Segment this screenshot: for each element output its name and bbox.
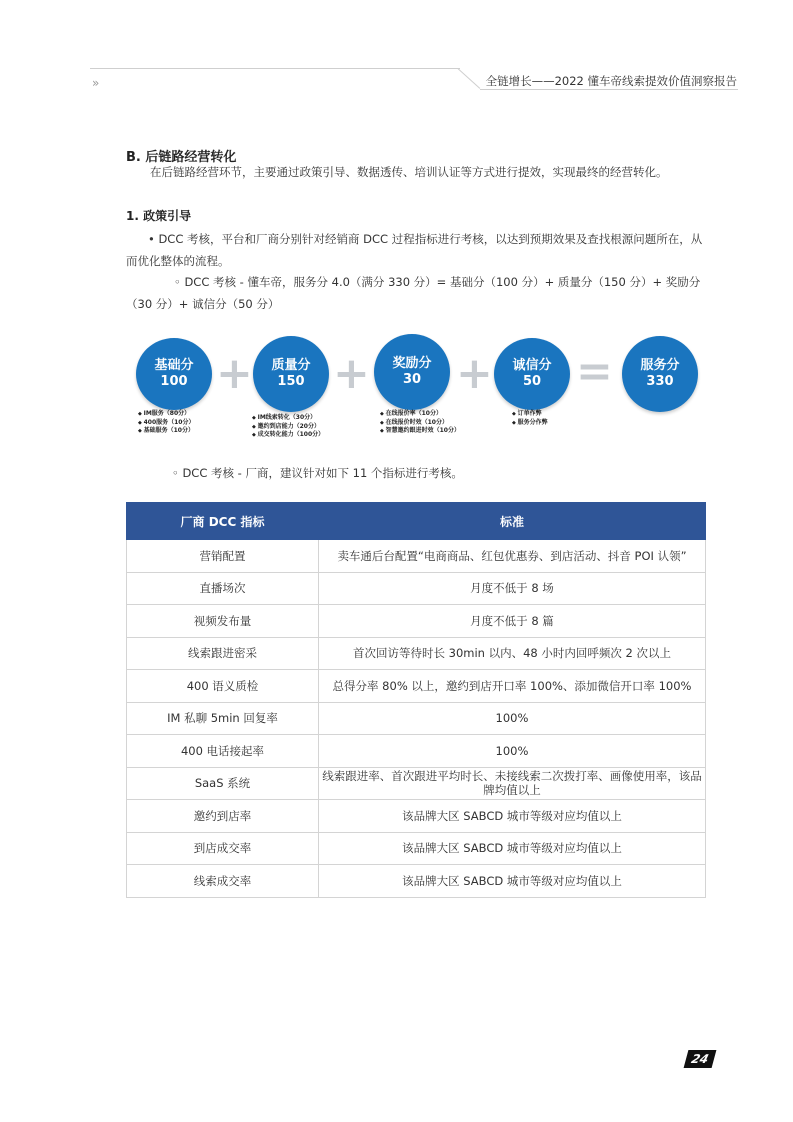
table-cell: 400 电话接起率 <box>127 735 319 768</box>
list-item: ◆ IM线索转化（30分） <box>252 414 324 423</box>
table-row <box>127 865 706 898</box>
table-cell: 营销配置 <box>127 540 319 573</box>
section-intro: 在后链路经营环节，主要通过政策引导、数据透传、培训认证等方式进行提效，实现最终的经营转化。 <box>150 165 668 179</box>
header-rule-right <box>480 89 738 90</box>
table-row <box>127 540 706 573</box>
subsection-heading: 1. 政策引导 <box>126 209 192 223</box>
list-item: ◆ 订单作弊 <box>512 410 548 419</box>
table-header-standard: 标准 <box>319 503 706 540</box>
list-item: ◆ 在线报价率（10分） <box>380 410 460 419</box>
table-cell: 100% <box>319 702 706 735</box>
dcc-indicator-table <box>126 502 706 898</box>
header-rule-left <box>90 68 460 69</box>
table-cell: 线索跟进密采 <box>127 637 319 670</box>
table-row <box>127 735 706 768</box>
table-cell: 视频发布量 <box>127 605 319 638</box>
list-item: ◆ 邀约到店能力（20分） <box>252 423 324 432</box>
formula-score: 150 <box>277 374 305 389</box>
plus-operator-icon: + <box>333 348 370 399</box>
header-title: 全链增长——2022 懂车帝线索提效价值洞察报告 <box>485 74 737 88</box>
formula-bullets-reward <box>380 410 460 436</box>
table-cell: 月度不低于 8 场 <box>319 572 706 605</box>
policy-paragraph-3: ◦ DCC 考核 - 厂商，建议针对如下 11 个指标进行考核。 <box>172 466 463 480</box>
table-row <box>127 572 706 605</box>
table-row <box>127 670 706 703</box>
score-formula-diagram <box>126 334 710 446</box>
table-cell: 到店成交率 <box>127 832 319 865</box>
table-row <box>127 800 706 833</box>
table-row <box>127 637 706 670</box>
list-item: ◆ 基础服务（10分） <box>138 427 194 436</box>
table-cell: 总得分率 80% 以上，邀约到店开口率 100%、添加微信开口率 100% <box>319 670 706 703</box>
formula-name: 基础分 <box>154 358 194 373</box>
formula-name: 诚信分 <box>512 358 552 373</box>
list-item: ◆ 智慧邀约跟进时效（10分） <box>380 427 460 436</box>
formula-circle-service <box>622 336 698 412</box>
formula-bullets-quality <box>252 414 324 440</box>
plus-operator-icon: + <box>456 348 493 399</box>
list-item: ◆ 服务分作弊 <box>512 419 548 428</box>
table-cell: IM 私聊 5min 回复率 <box>127 702 319 735</box>
table-cell: 该品牌大区 SABCD 城市等级对应均值以上 <box>319 865 706 898</box>
table-cell: 月度不低于 8 篇 <box>319 605 706 638</box>
table-cell: 该品牌大区 SABCD 城市等级对应均值以上 <box>319 832 706 865</box>
table-row <box>127 605 706 638</box>
formula-circle-integrity <box>494 338 570 410</box>
equals-operator-icon: = <box>576 346 613 397</box>
list-item: ◆ 成交转化能力（100分） <box>252 431 324 440</box>
table-row <box>127 832 706 865</box>
formula-score: 30 <box>402 372 422 387</box>
table-row <box>127 702 706 735</box>
table-cell: 邀约到店率 <box>127 800 319 833</box>
section-heading: B. 后链路经营转化 <box>126 150 237 165</box>
formula-score: 100 <box>160 374 188 389</box>
list-item: ◆ 400服务（10分） <box>138 419 194 428</box>
header-arrows-icon: » <box>92 76 98 90</box>
formula-name: 服务分 <box>640 358 680 373</box>
table-row <box>127 767 706 800</box>
formula-name: 奖励分 <box>392 356 432 371</box>
table-cell: 400 语义质检 <box>127 670 319 703</box>
table-cell: 100% <box>319 735 706 768</box>
table-header-indicator: 厂商 DCC 指标 <box>127 503 319 540</box>
table-cell: 首次回访等待时长 30min 以内、48 小时内回呼频次 2 次以上 <box>319 637 706 670</box>
formula-score: 330 <box>646 374 674 389</box>
formula-bullets-integrity <box>512 410 548 427</box>
formula-circle-reward <box>374 334 450 410</box>
table-cell: 直播场次 <box>127 572 319 605</box>
formula-circle-quality <box>253 336 329 412</box>
page-number: 24 <box>684 1050 717 1068</box>
list-item: ◆ IM服务（80分） <box>138 410 194 419</box>
formula-score: 50 <box>522 374 542 389</box>
header-rule-diagonal <box>457 68 480 89</box>
table-cell: SaaS 系统 <box>127 767 319 800</box>
table-cell: 线索成交率 <box>127 865 319 898</box>
table-cell: 该品牌大区 SABCD 城市等级对应均值以上 <box>319 800 706 833</box>
plus-operator-icon: + <box>216 348 253 399</box>
policy-paragraph-2: ◦ DCC 考核 - 懂车帝，服务分 4.0（满分 330 分）= 基础分（100 分）+ 质量分（150 分）+ 奖励分（30 分）+ 诚信分（50 分） <box>126 275 701 311</box>
formula-circle-base <box>136 338 212 410</box>
list-item: ◆ 在线报价时效（10分） <box>380 419 460 428</box>
policy-paragraph-1: • DCC 考核，平台和厂商分别针对经销商 DCC 过程指标进行考核，以达到预期效果及查找根源问题所在，从而优化整体的流程。 <box>126 232 703 268</box>
table-cell: 卖车通后台配置“电商商品、红包优惠券、到店活动、抖音 POI 认领” <box>319 540 706 573</box>
formula-bullets-base <box>138 410 194 436</box>
formula-name: 质量分 <box>271 358 311 373</box>
table-cell: 线索跟进率、首次跟进平均时长、未接线索二次拨打率、画像使用率，该品牌均值以上 <box>319 767 706 800</box>
table-header-row <box>127 503 706 540</box>
